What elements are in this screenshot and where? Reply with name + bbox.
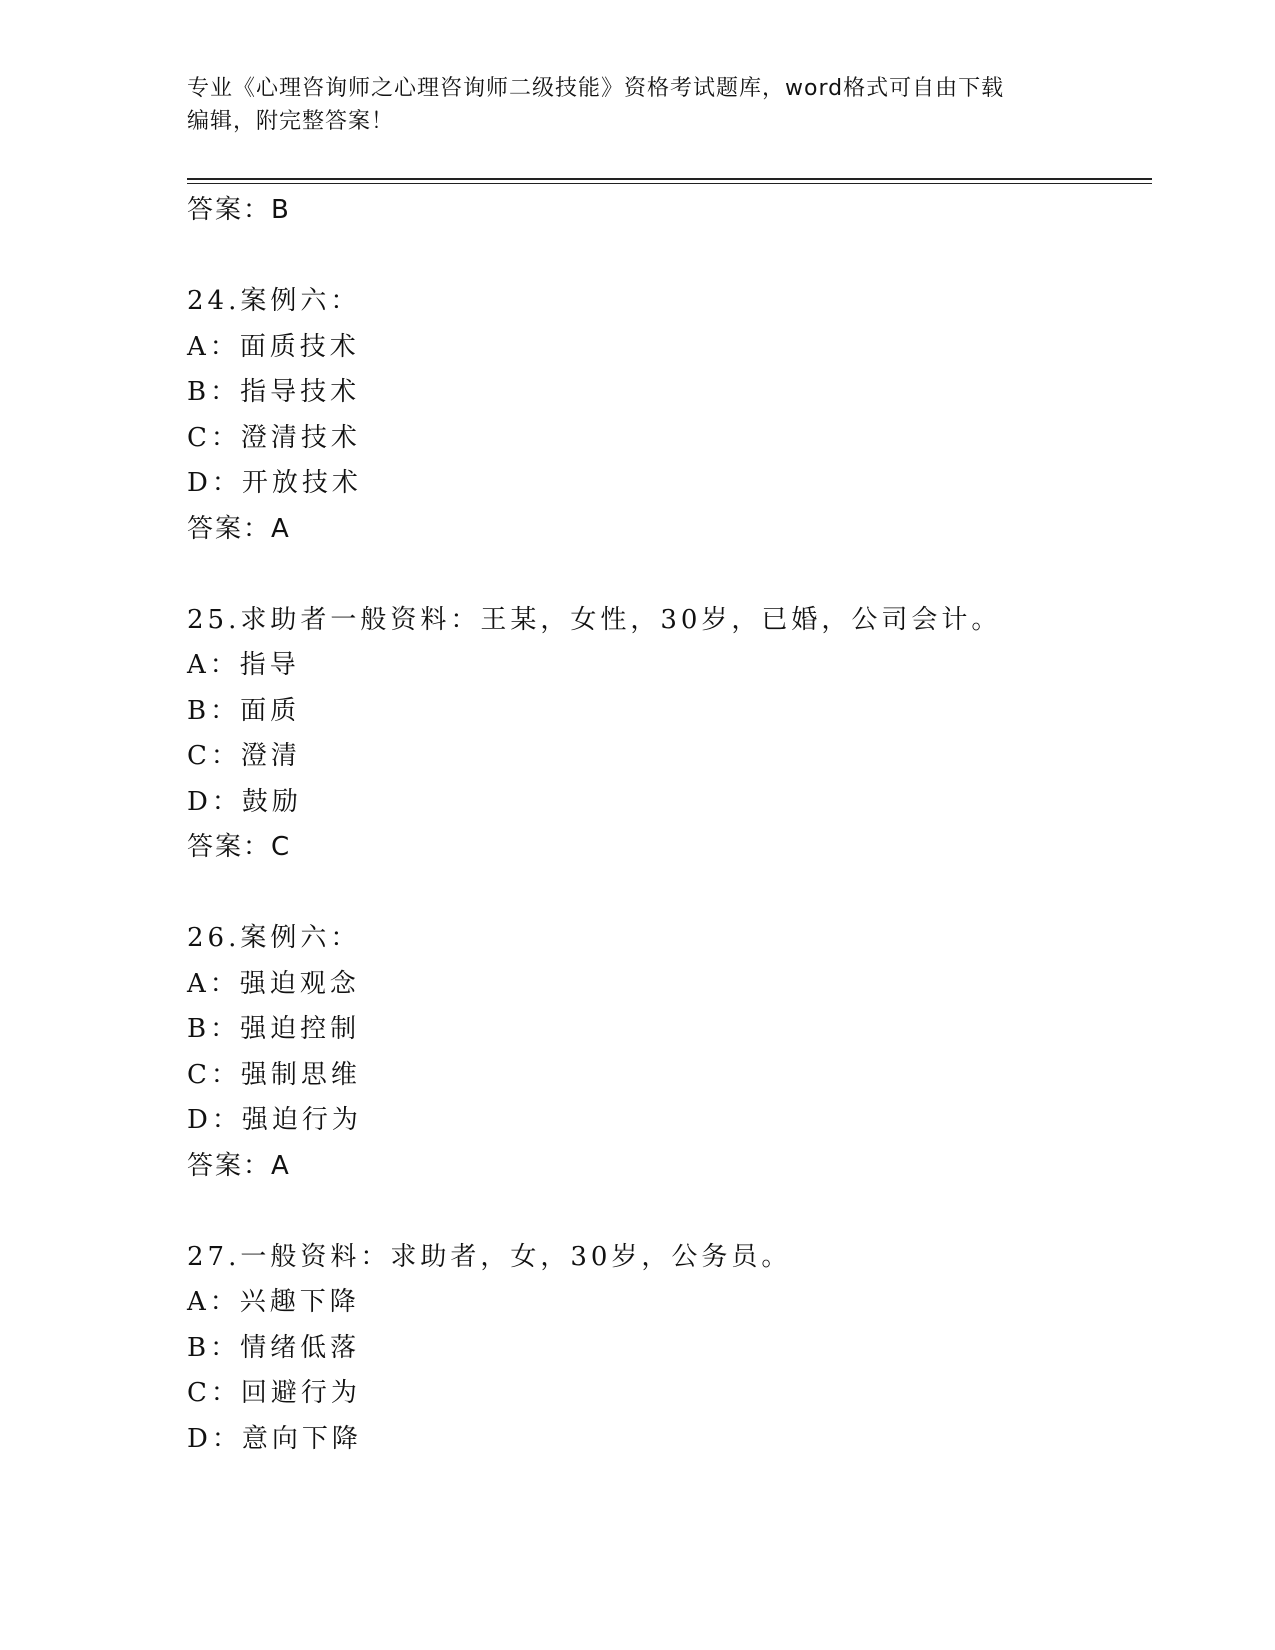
question-stem: 27.一般资料：求助者，女，30岁，公务员。 [187,1241,792,1272]
question-25 [187,598,1152,871]
option-b: B：面质 [187,695,301,726]
option-d: D：意向下降 [187,1423,362,1454]
question-stem: 25.求助者一般资料：王某，女性，30岁，已婚，公司会计。 [187,604,1002,635]
option-c: C：回避行为 [187,1378,361,1408]
option-c: C：澄清技术 [187,422,361,453]
question-26 [187,916,1152,1189]
option-a: A：指导 [187,650,300,680]
answer-line: 答案：A [187,513,291,544]
option-b: B：强迫控制 [187,1014,361,1044]
spacer [187,552,1152,598]
spacer [187,234,1152,280]
option-d: D：鼓励 [187,786,302,817]
option-a: A：强迫观念 [187,968,360,999]
option-b: B：情绪低落 [187,1332,361,1363]
option-b: B：指导技术 [187,377,361,407]
answer-line: 答案：C [187,832,292,862]
question-stem: 26.案例六： [187,923,361,953]
question-24 [187,279,1152,552]
option-c: C：强制思维 [187,1059,361,1090]
answer-line: 答案：A [187,1150,291,1181]
option-a: A：兴趣下降 [187,1287,360,1317]
header-line-1: 专业《心理咨询师之心理咨询师二级技能》资格考试题库，word格式可自由下载 [187,76,1005,101]
option-a: A：面质技术 [187,331,360,362]
spacer [187,1189,1152,1235]
option-d: D：强迫行为 [187,1105,362,1135]
option-c: C：澄清 [187,741,301,771]
question-stem: 24.案例六： [187,286,361,316]
header-line-2: 编辑，附完整答案！ [187,109,395,134]
document-header [187,72,1067,138]
question-list [187,188,1152,1462]
answer-line: 答案：B [187,195,291,225]
question-27 [187,1235,1152,1463]
spacer [187,871,1152,917]
option-d: D：开放技术 [187,468,362,498]
header-divider [187,178,1152,184]
